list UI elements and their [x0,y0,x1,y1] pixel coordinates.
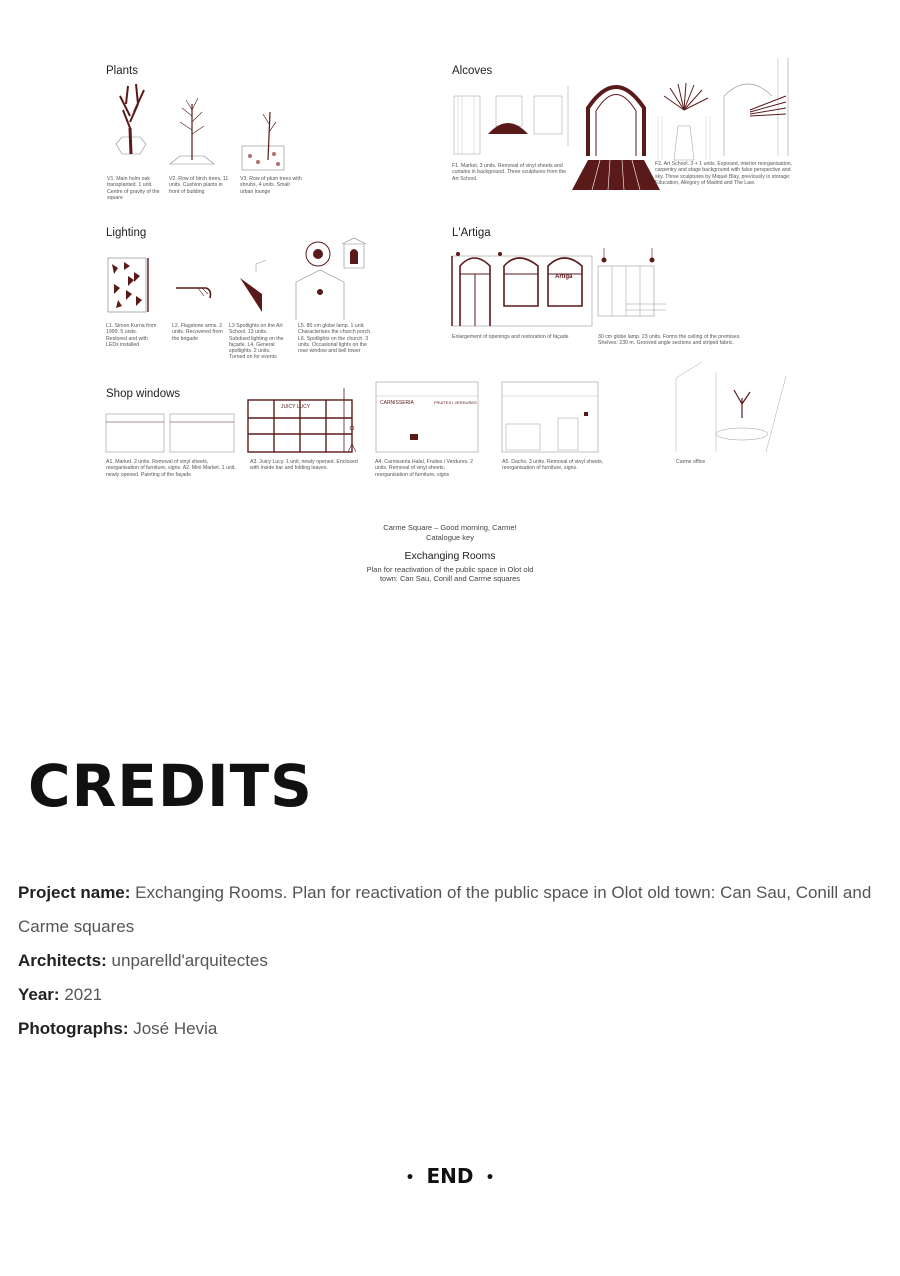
key-title: Exchanging Rooms [404,550,496,562]
year-value: 2021 [59,985,103,1004]
credits-list [18,876,878,1046]
credit-project [18,876,878,944]
lighting-caption-1: L1. Simon Kurna from 1999. 5 units. Restored and with LEDs installed [106,323,157,348]
shop-windows-title: Shop windows [106,388,181,400]
key-sub-2: town: Can Sau, Conill and Carme squares [379,574,521,583]
shop-sign-carnisseria: CARNISSERIA [380,400,414,406]
shop-caption-3: A4. Carnisseria Halal, Fruites i Verdures. 2 units. Removal of vinyl sheets, reorganisation of furniture, signs [375,459,474,478]
lighting-caption-4: L5. 80 cm globe lamp. 1 unit. Characterises the church porch. L6. Spotlights on the church. 3 units. Occasional lights on the rose window and bell tower [298,323,372,355]
lartiga-drawing [452,244,672,330]
end-label: END [426,1164,474,1188]
alcoves-title: Alcoves [452,65,493,77]
plants-title: Plants [106,65,138,77]
architects-value: unparelld'arquitectes [106,951,268,970]
credits-heading: CREDITS [28,752,313,820]
plants-caption-2: V2. Row of birch trees, 11 units. Cushion plants in front of building [169,176,229,195]
plants-caption-1: V1. Main holm oak transplanted. 1 unit. Centre of gravity of the square [107,176,160,201]
key-line-1: Carme Square – Good morning, Carme! [383,523,517,532]
shop-caption-5: Carme office [676,459,706,465]
end-marker [0,1164,900,1188]
lighting-title: Lighting [106,227,147,239]
lighting-caption-3: L3 Spotlights on the Art School. 13 units. Subdued lighting on the façade. L4. General spotlights. 2 units. Turned on for events [229,323,284,361]
lighting-drawing [106,236,376,322]
shop-sign-juicy: JUICY LUCY [281,404,311,410]
shop-windows-drawing [106,382,796,458]
photographs-label: Photographs: [18,1019,129,1038]
credit-architects [18,944,878,978]
lartiga-caption-2: 30 cm globe lamp. 23 units. Forms the ceiling of the premises. Shelves: 230 m. Grooved angle sections and striped fabric. [598,334,741,347]
catalogue-sheet [0,0,900,600]
shop-caption-4: A5. Dachs. 3 units. Removal of vinyl sheets, reorganisation of furniture, signs. [502,459,604,472]
project-label: Project name: [18,883,131,902]
credit-photographs [18,1012,878,1046]
alcoves-caption-1: F1. Market. 3 units. Removal of vinyl sheets and curtains in background. Three sculptures from the Art School. [452,163,567,182]
lighting-caption-2: L2. Flagstone arms. 2 units. Recovered from the brigade [172,323,223,342]
key-line-2: Catalogue key [426,533,474,542]
architects-label: Architects: [18,951,107,970]
photographs-value: José Hevia [128,1019,218,1038]
shop-sign-fruites: FRUITES I VERDURES [434,400,477,405]
bullet-dot-left: • [405,1169,415,1186]
alcoves-caption-2: F2. Art School. 3 + 1 units. Exposed, interior reorganisation, carpentry and stage background with false perspective and sky. Three sculptures by Miquel Blay, previously in storage: Education, Allegory of Madrid and The Law. [655,161,793,186]
lartiga-caption-1: Enlargement of openings and restoration of façade [452,334,569,340]
project-value: Exchanging Rooms. Plan for reactivation of the public space in Olot old town: Can Sau, Conill and Carme squares [18,883,872,936]
lartiga-sign: Artiga [555,274,573,280]
plants-drawing [108,82,298,174]
lartiga-title: L'Artiga [452,227,491,239]
plants-caption-3: V3. Row of plum trees with shrubs, 4 units. Small urban lounge [240,176,302,195]
credit-year [18,978,878,1012]
bullet-dot-right: • [485,1169,495,1186]
shop-caption-1: A1. Market. 2 units. Removal of vinyl sheets, reorganisation of furniture, signs. A2. Mini Market. 1 unit, newly opened. Painting of the façade [106,459,236,478]
shop-caption-2: A3. Juicy Lucy. 1 unit, newly opened. Enclosed with inside bar and folding leaves. [250,459,358,472]
key-sub-1: Plan for reactivation of the public space in Olot old [366,565,534,574]
year-label: Year: [18,985,60,1004]
